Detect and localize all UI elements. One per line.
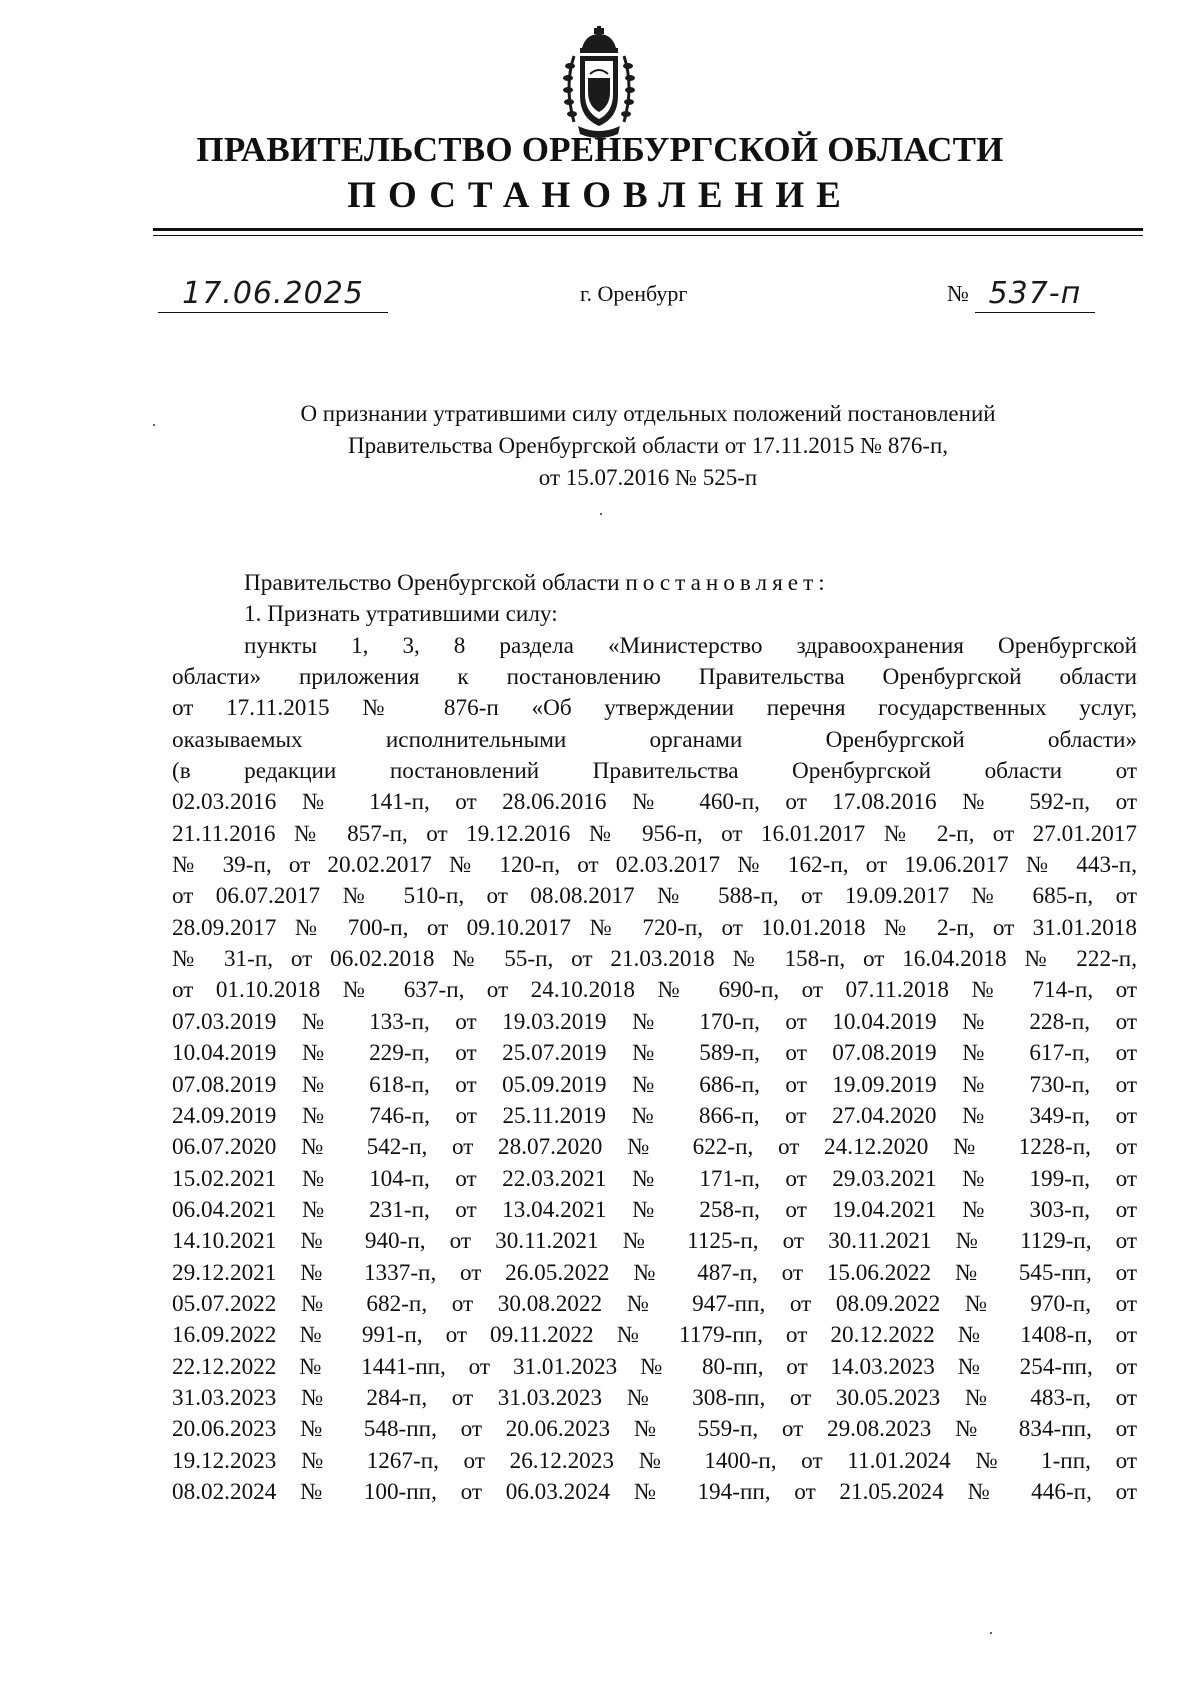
organization-title: ПРАВИТЕЛЬСТВО ОРЕНБУРГСКОЙ ОБЛАСТИ (196, 130, 1004, 169)
body-line: 07.08.2019 № 618-п, от 05.09.2019 № 686-п, от 19.09.2019 № 730-п, от (172, 1071, 1137, 1098)
header-rule-thin (153, 235, 1143, 236)
body-line: № 39-п, от 20.02.2017 № 120-п, от 02.03.2017 № 162-п, от 19.06.2017 № 443-п, (172, 852, 1137, 879)
coat-of-arms-emblem (560, 26, 638, 142)
body-line: 15.02.2021 № 104-п, от 22.03.2021 № 171-п, от 29.03.2021 № 199-п, от (172, 1165, 1137, 1192)
scan-speck (600, 513, 602, 515)
body-line: от 06.07.2017 № 510-п, от 08.08.2017 № 588-п, от 19.09.2017 № 685-п, от (172, 883, 1137, 910)
document-city: г. Оренбург (580, 281, 688, 306)
body-line: 29.12.2021 № 1337-п, от 26.05.2022 № 487-п, от 15.06.2022 № 545-пп, от (172, 1259, 1137, 1286)
header-rule-thick (153, 228, 1143, 231)
body-line: 14.10.2021 № 940-п, от 30.11.2021 № 1125-п, от 30.11.2021 № 1129-п, от (172, 1228, 1137, 1255)
preamble-decree-word: постановляет (625, 570, 819, 596)
preamble (172, 568, 1137, 599)
item-heading: 1. Признать утратившими силу: (244, 601, 558, 628)
body-line: оказываемых исполнительными органами Оренбургской области» (172, 726, 1137, 753)
body-line: 07.03.2019 № 133-п, от 19.03.2019 № 170-п, от 10.04.2019 № 228-п, от (172, 1008, 1137, 1035)
number-sign: № (947, 281, 969, 306)
subject-line: О признании утратившими силу отдельных положений постановлений (300, 401, 996, 426)
document-body (172, 568, 1137, 1508)
preamble-start: Правительство Оренбургской области (244, 570, 626, 596)
body-line: 16.09.2022 № 991-п, от 09.11.2022 № 1179-пп, от 20.12.2022 № 1408-п, от (172, 1322, 1137, 1349)
body-line: 24.09.2019 № 746-п, от 25.11.2019 № 866-п, от 27.04.2020 № 349-п, от (172, 1102, 1137, 1129)
body-line: 21.11.2016 № 857-п, от 19.12.2016 № 956-п, от 16.01.2017 № 2-п, от 27.01.2017 (172, 820, 1137, 847)
document-subject (153, 398, 1143, 494)
body-line: 08.02.2024 № 100-пп, от 06.03.2024 № 194-пп, от 21.05.2024 № 446-п, от (172, 1478, 1137, 1505)
body-line: 05.07.2022 № 682-п, от 30.08.2022 № 947-пп, от 08.09.2022 № 970-п, от (172, 1290, 1137, 1317)
body-line: 02.03.2016 № 141-п, от 28.06.2016 № 460-п, от 17.08.2016 № 592-п, от (172, 789, 1137, 816)
document-number: 537-п (975, 276, 1095, 313)
body-line: пункты 1, 3, 8 раздела «Министерство здравоохранения Оренбургской (244, 632, 1137, 659)
body-line: 20.06.2023 № 548-пп, от 20.06.2023 № 559-п, от 29.08.2023 № 834-пп, от (172, 1416, 1137, 1443)
body-line: 19.12.2023 № 1267-п, от 26.12.2023 № 1400-п, от 11.01.2024 № 1-пп, от (172, 1447, 1137, 1474)
subject-line: Правительства Оренбургской области от 17.11.2015 № 876-п, (347, 433, 949, 458)
document-number-block (947, 276, 1095, 312)
body-line: 28.09.2017 № 700-п, от 09.10.2017 № 720-п, от 10.01.2018 № 2-п, от 31.01.2018 (172, 914, 1137, 941)
body-line: 22.12.2022 № 1441-пп, от 31.01.2023 № 80-пп, от 14.03.2023 № 254-пп, от (172, 1353, 1137, 1380)
scan-speck (990, 1632, 992, 1634)
document-type-title: ПОСТАНОВЛЕНИЕ (347, 175, 853, 216)
preamble-end: : (818, 570, 825, 596)
scan-speck (153, 424, 155, 426)
subject-line: от 15.07.2016 № 525-п (538, 465, 758, 490)
body-line: от 17.11.2015 № 876-п «Об утверждении перечня государственных услуг, (172, 695, 1137, 722)
body-line: (в редакции постановлений Правительства Оренбургской области от (172, 758, 1137, 785)
body-line: области» приложения к постановлению Правительства Оренбургской области (172, 664, 1137, 691)
document-date: 17.06.2025 (158, 276, 388, 313)
body-line: 31.03.2023 № 284-п, от 31.03.2023 № 308-пп, от 30.05.2023 № 483-п, от (172, 1384, 1137, 1411)
body-line: 10.04.2019 № 229-п, от 25.07.2019 № 589-п, от 07.08.2019 № 617-п, от (172, 1040, 1137, 1067)
body-line: № 31-п, от 06.02.2018 № 55-п, от 21.03.2018 № 158-п, от 16.04.2018 № 222-п, (172, 946, 1137, 973)
body-line: 06.07.2020 № 542-п, от 28.07.2020 № 622-п, от 24.12.2020 № 1228-п, от (172, 1134, 1137, 1161)
body-line: 06.04.2021 № 231-п, от 13.04.2021 № 258-п, от 19.04.2021 № 303-п, от (172, 1196, 1137, 1223)
body-line: от 01.10.2018 № 637-п, от 24.10.2018 № 690-п, от 07.11.2018 № 714-п, от (172, 977, 1137, 1004)
